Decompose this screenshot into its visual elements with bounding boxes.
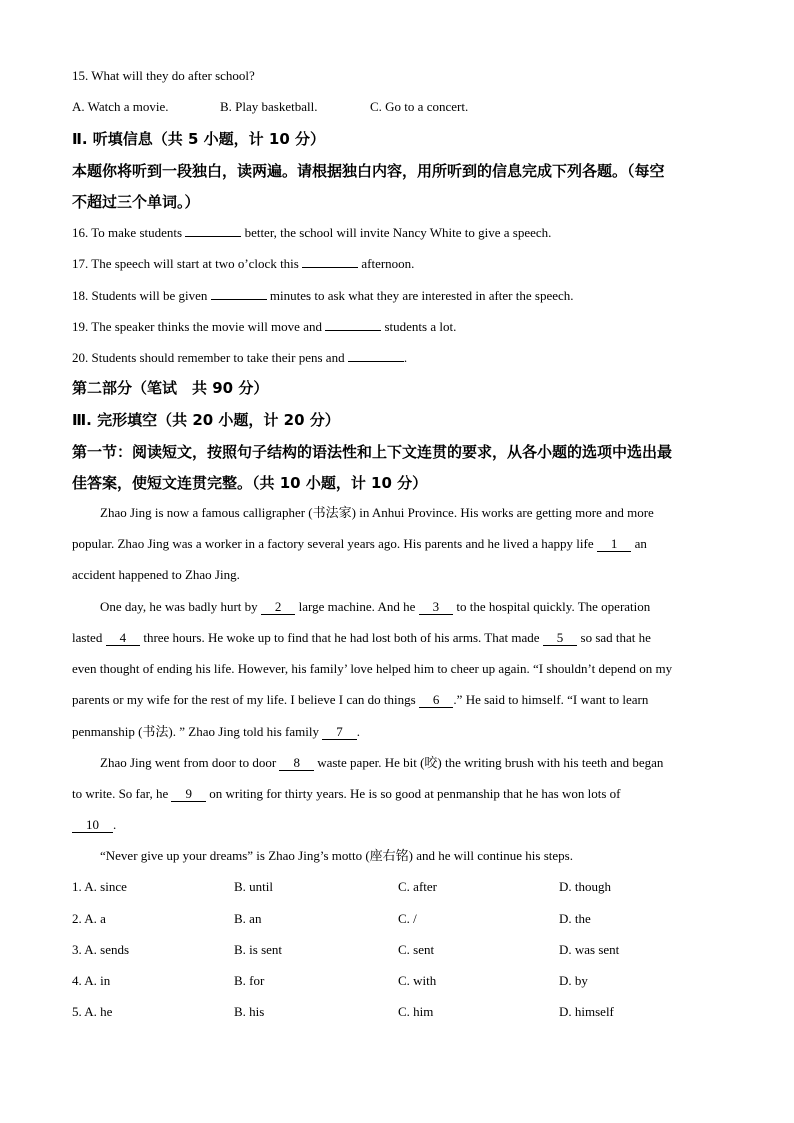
passage-p1-line3: accident happened to Zhao Jing. [72, 567, 240, 582]
choice-row-2 [72, 910, 722, 928]
q18-answer-blank[interactable] [211, 286, 267, 300]
q15-stem: 15. What will they do after school? [72, 68, 255, 83]
section3-instruction-line1: 第一节：阅读短文，按照句子结构的语法性和上下文连贯的要求，从各小题的选项中选出最 [72, 443, 673, 461]
q19 [72, 317, 456, 336]
q17 [72, 254, 414, 273]
section3-title: Ⅲ. 完形填空（共 20 小题，计 20 分） [72, 411, 340, 429]
cloze-blank-4[interactable]: 4 [106, 630, 141, 646]
choice-4-a[interactable]: 4. A. in [72, 973, 111, 988]
passage-p3-line3 [72, 816, 116, 834]
section2-instruction-line2: 不超过三个单词。） [72, 193, 200, 211]
q18-text-after: minutes to ask what they are interested in after the speech. [266, 288, 574, 303]
q20-text-before: 20. Students should remember to take their pens and [72, 350, 348, 365]
q17-text-before: 17. The speech will start at two o’clock this [72, 256, 303, 271]
choice-5-b[interactable]: B. his [234, 1004, 265, 1019]
choice-2-d[interactable]: D. the [559, 911, 591, 926]
choice-3-c[interactable]: C. sent [398, 942, 435, 957]
cloze-blank-2[interactable]: 2 [261, 599, 296, 615]
passage-text: an [631, 536, 647, 551]
choice-5-c[interactable]: C. him [398, 1004, 434, 1019]
q18 [72, 286, 574, 305]
choice-4-c[interactable]: C. with [398, 973, 437, 988]
passage-p3-line2 [72, 785, 620, 803]
choice-2-c[interactable]: C. / [398, 911, 417, 926]
passage-text: popular. Zhao Jing was a worker in a factory several years ago. His parents and he lived a happy life [72, 536, 597, 551]
cloze-blank-10[interactable]: 10 [72, 817, 113, 833]
passage-p3-line1 [100, 754, 663, 772]
choice-4-b[interactable]: B. for [234, 973, 265, 988]
section2-title: Ⅱ. 听填信息（共 5 小题，计 10 分） [72, 130, 326, 148]
passage-p4: “Never give up your dreams” is Zhao Jing’s motto (座右铭) and he will continue his steps. [100, 848, 573, 863]
choice-5-d[interactable]: D. himself [559, 1004, 614, 1019]
cloze-blank-6[interactable]: 6 [419, 692, 454, 708]
q19-answer-blank[interactable] [325, 317, 381, 331]
passage-text: lasted [72, 630, 106, 645]
cloze-blank-3[interactable]: 3 [419, 599, 454, 615]
cloze-blank-9[interactable]: 9 [171, 786, 206, 802]
passage-text: to the hospital quickly. The operation [453, 599, 651, 614]
q20 [72, 348, 407, 367]
passage-text: waste paper. He bit (咬) the writing brush with his teeth and began [313, 755, 664, 770]
choice-1-d[interactable]: D. though [559, 879, 611, 894]
section3-instruction-line2: 佳答案，使短文连贯完整。（共 10 小题，计 10 分） [72, 474, 428, 492]
passage-text: parents or my wife for the rest of my life. I believe I can do things [72, 692, 419, 707]
passage-text: three hours. He woke up to find that he had lost both of his arms. That made [140, 630, 543, 645]
passage-p1-line1: Zhao Jing is now a famous calligrapher (书法家) in Anhui Province. His works are getting more and more [100, 505, 654, 520]
q20-text-after: . [403, 350, 408, 365]
q17-text-after: afternoon. [358, 256, 415, 271]
q18-text-before: 18. Students will be given [72, 288, 211, 303]
choice-row-1 [72, 878, 722, 896]
passage-text: One day, he was badly hurt by [100, 599, 261, 614]
passage-text: so sad that he [577, 630, 651, 645]
part2-title: 第二部分（笔试 共 90 分） [72, 379, 269, 397]
choice-1-c[interactable]: C. after [398, 879, 437, 894]
q16-answer-blank[interactable] [185, 223, 241, 237]
cloze-blank-8[interactable]: 8 [279, 755, 314, 771]
passage-p2-line2 [72, 629, 651, 647]
passage-p2-line1 [100, 598, 650, 616]
passage-text: on writing for thirty years. He is so good at penmanship that he has won lots of [205, 786, 621, 801]
q16-text-before: 16. To make students [72, 225, 186, 240]
choice-4-d[interactable]: D. by [559, 973, 588, 988]
section2-instruction-line1: 本题你将听到一段独白，读两遍。请根据独白内容，用所听到的信息完成下列各题。（每空 [72, 162, 665, 180]
choice-1-a[interactable]: 1. A. since [72, 879, 127, 894]
q15-options [72, 98, 722, 116]
q16 [72, 223, 551, 242]
passage-text: to write. So far, he [72, 786, 172, 801]
q16-text-after: better, the school will invite Nancy White to give a speech. [241, 225, 552, 240]
choice-3-d[interactable]: D. was sent [559, 942, 620, 957]
choice-5-a[interactable]: 5. A. he [72, 1004, 113, 1019]
passage-text: . [113, 817, 117, 832]
choice-2-a[interactable]: 2. A. a [72, 911, 106, 926]
passage-p2-line5 [72, 723, 360, 741]
q15-option-b: B. Play basketball. [220, 99, 318, 114]
passage-p1-line2 [72, 535, 647, 553]
passage-text: Zhao Jing went from door to door [100, 755, 280, 770]
q19-text-after: students a lot. [381, 319, 457, 334]
passage-text: . [356, 724, 360, 739]
q15-option-c: C. Go to a concert. [370, 99, 469, 114]
choice-3-a[interactable]: 3. A. sends [72, 942, 130, 957]
choice-row-3 [72, 941, 722, 959]
passage-text: penmanship (书法). ” Zhao Jing told his family [72, 724, 323, 739]
q19-text-before: 19. The speaker thinks the movie will move and [72, 319, 326, 334]
choice-3-b[interactable]: B. is sent [234, 942, 283, 957]
cloze-blank-1[interactable]: 1 [597, 536, 632, 552]
q20-answer-blank[interactable] [348, 348, 404, 362]
choice-2-b[interactable]: B. an [234, 911, 262, 926]
choice-row-5 [72, 1003, 722, 1021]
passage-p2-line3: even thought of ending his life. However, his family’ love helped him to cheer up again. “I shouldn’t depend on my [72, 661, 673, 676]
cloze-blank-7[interactable]: 7 [322, 724, 357, 740]
passage-text: large machine. And he [295, 599, 419, 614]
choice-row-4 [72, 972, 722, 990]
cloze-blank-5[interactable]: 5 [543, 630, 578, 646]
q17-answer-blank[interactable] [302, 254, 358, 268]
passage-text: .” He said to himself. “I want to learn [453, 692, 649, 707]
choice-1-b[interactable]: B. until [234, 879, 274, 894]
q15-option-a: A. Watch a movie. [72, 99, 169, 114]
passage-p2-line4 [72, 691, 648, 709]
